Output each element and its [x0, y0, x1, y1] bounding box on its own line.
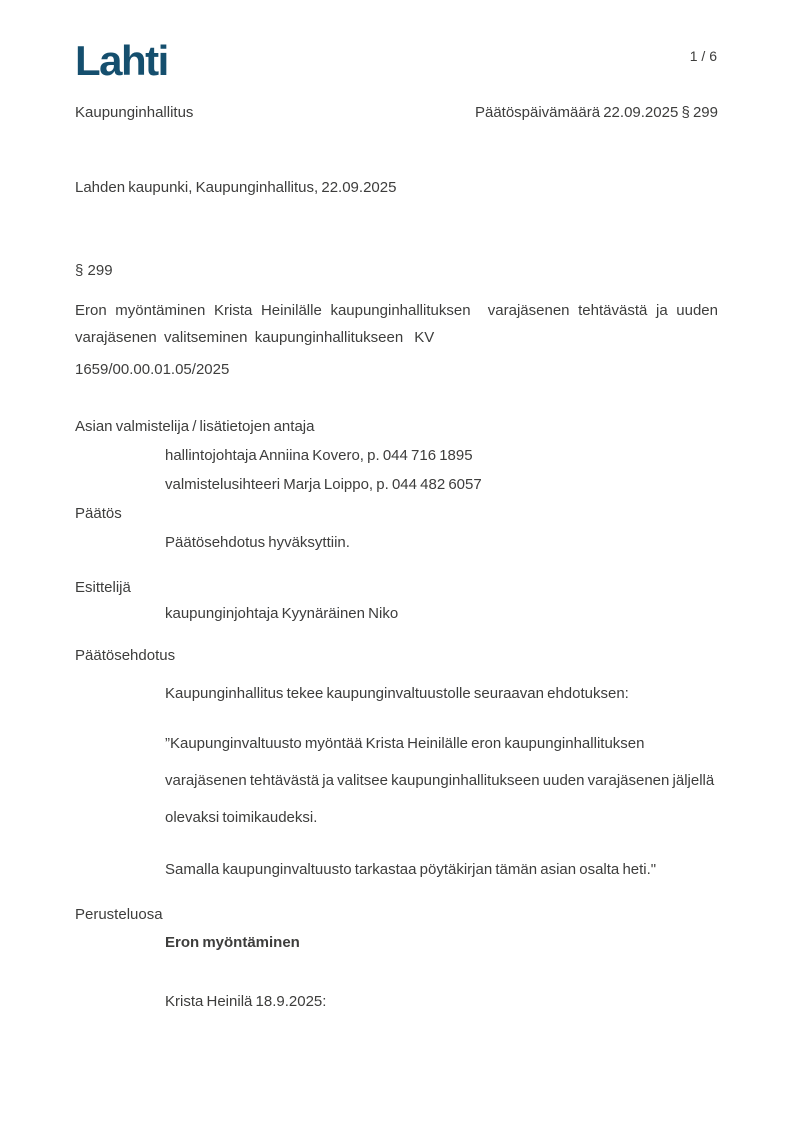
proposal-closing: Samalla kaupunginvaltuusto tarkastaa pöytäkirjan tämän asian osalta heti.": [165, 861, 657, 879]
presenter-label: Esittelijä: [75, 579, 131, 596]
decision-date: Päätöspäivämäärä 22.09.2025 § 299: [474, 104, 718, 121]
document-header-row: [75, 104, 718, 121]
section-mark: § 299: [75, 262, 113, 279]
proposal-intro: Kaupunginhallitus tekee kaupunginvaltuustolle seuraavan ehdotuksen:: [165, 685, 629, 702]
organization-name: Kaupunginhallitus: [75, 104, 194, 121]
decision-label: Päätös: [75, 505, 122, 522]
preparer-line: hallintojohtaja Anniina Kovero, p. 044 716 1895: [165, 447, 473, 464]
page-number: 1 / 6: [689, 48, 717, 64]
rationale-label: Perusteluosa: [75, 906, 163, 924]
preparer-line: valmistelusihteeri Marja Loippo, p. 044 482 6057: [165, 476, 482, 493]
proposal-quote: ”Kaupunginvaltuusto myöntää Krista Heinilälle eron kaupunginhallituksen varajäsenen tehtävästä ja valitsee kaupunginhallitukseen uuden varajäsenen jäljellä olevaksi toimikaudeksi.: [165, 735, 715, 826]
proposal-label: Päätösehdotus: [75, 647, 176, 664]
rationale-text: Krista Heinilä 18.9.2025:: [165, 993, 327, 1011]
decision-text: Päätösehdotus hyväksyttiin.: [165, 534, 350, 551]
preparer-label: Asian valmistelija / lisätietojen antaja: [75, 418, 315, 435]
lahti-logo: Lahti: [75, 37, 168, 84]
rationale-heading: Eron myöntäminen: [165, 934, 300, 952]
diary-number: 1659/00.00.01.05/2025: [75, 361, 230, 378]
document-identifier-line: Lahden kaupunki, Kaupunginhallitus, 22.09.2025: [75, 179, 397, 196]
case-title: Eron myöntäminen Krista Heinilälle kaupunginhallituksen varajäsenen tehtävästä ja uuden varajäsenen valitseminen kaupunginhallitukseen KV: [75, 302, 726, 346]
presenter-text: kaupunginjohtaja Kyynäräinen Niko: [165, 605, 399, 622]
